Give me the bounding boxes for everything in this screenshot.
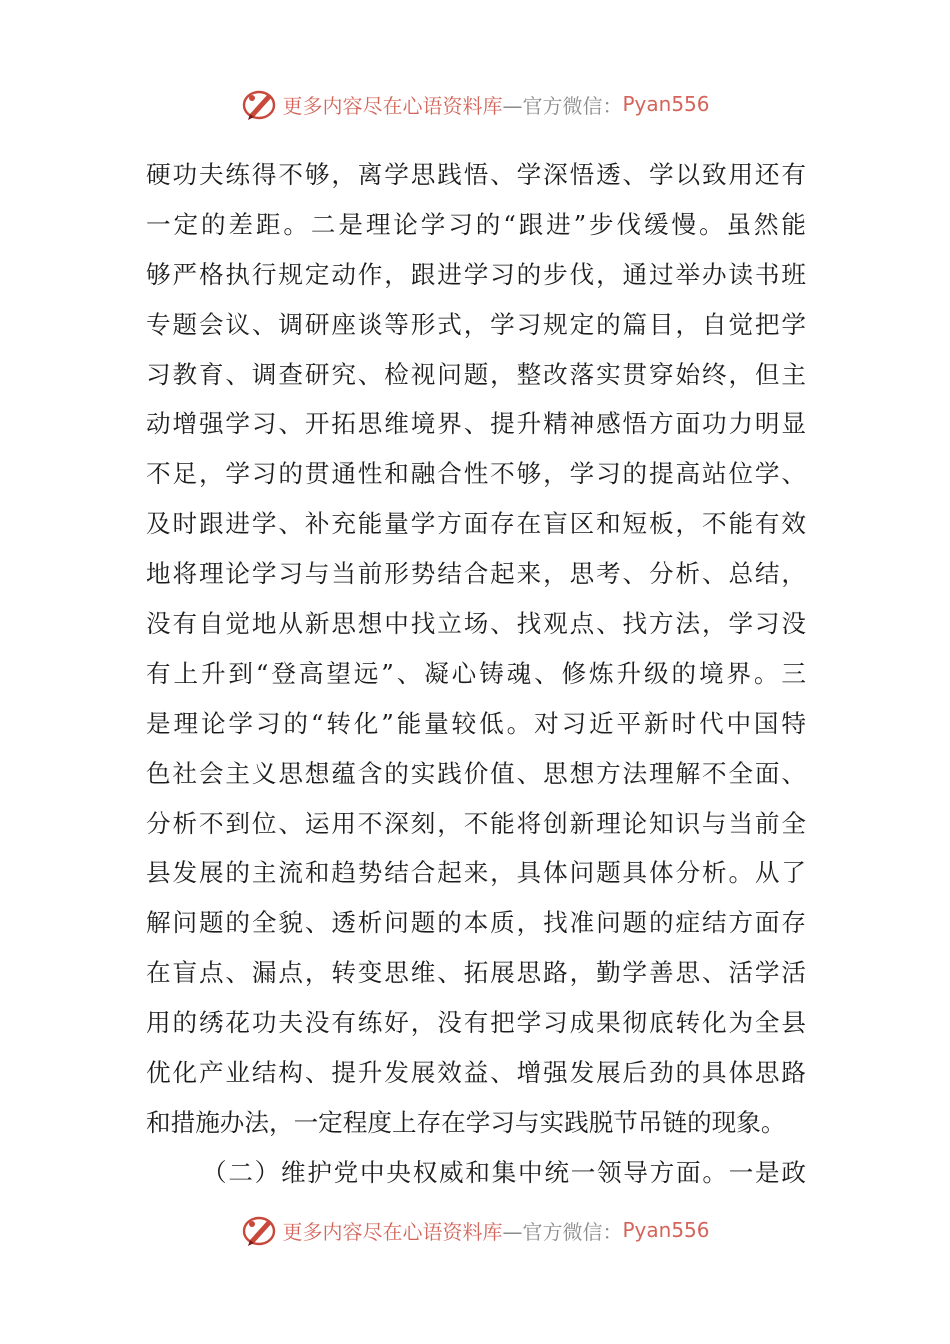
watermark-text: 更多内容尽在心语资料库 bbox=[282, 1219, 503, 1244]
text-line: 是理论学习的“转化”能量较低。对习近平新时代中国特 bbox=[146, 708, 806, 738]
document-body bbox=[146, 150, 806, 1198]
text-line: 没有自觉地从新思想中找立场、找观点、找方法，学习没 bbox=[146, 609, 806, 639]
text-line: 地将理论学习与当前形势结合起来，思考、分析、总结， bbox=[146, 559, 806, 589]
text-line: 硬功夫练得不够，离学思践悟、学深悟透、学以致用还有 bbox=[146, 160, 806, 189]
text-line: 在盲点、漏点，转变思维、拓展思路，勤学善思、活学活 bbox=[146, 958, 806, 988]
text-line: 及时跟进学、补充能量学方面存在盲区和短板，不能有效 bbox=[146, 509, 806, 539]
text-line: 动增强学习、开拓思维境界、提升精神感悟方面功力明显 bbox=[146, 409, 806, 439]
pen-logo-icon bbox=[240, 84, 280, 124]
section-heading-line: （二）维护党中央权威和集中统一领导方面。一是政 bbox=[202, 1157, 806, 1187]
text-line: 分析不到位、运用不深刻，不能将创新理论知识与当前全 bbox=[146, 808, 806, 838]
text-line: 用的绣花功夫没有练好，没有把学习成果彻底转化为全县 bbox=[146, 1008, 806, 1038]
text-line: 专题会议、调研座谈等形式，学习规定的篇目，自觉把学 bbox=[146, 309, 806, 339]
text-line: 县发展的主流和趋势结合起来，具体问题具体分析。从了 bbox=[146, 858, 806, 888]
pen-logo-icon bbox=[240, 1210, 280, 1250]
text-line: 习教育、调查研究、检视问题，整改落实贯穿始终，但主 bbox=[146, 359, 806, 389]
watermark-wechat-id: Pyan556 bbox=[622, 1218, 710, 1242]
watermark-wechat-label: —官方微信： bbox=[502, 93, 623, 118]
text-line: 一定的差距。二是理论学习的“跟进”步伐缓慢。虽然能 bbox=[146, 209, 806, 239]
watermark-wechat-id: Pyan556 bbox=[622, 92, 710, 116]
footer-watermark bbox=[0, 1210, 950, 1250]
header-watermark bbox=[0, 84, 950, 124]
text-line: 不足，学习的贯通性和融合性不够，学习的提高站位学、 bbox=[146, 459, 806, 489]
text-line: 和措施办法，一定程度上存在学习与实践脱节吊链的现象。 bbox=[146, 1107, 786, 1137]
text-line: 有上升到“登高望远”、凝心铸魂、修炼升级的境界。三 bbox=[146, 658, 806, 688]
watermark-wechat-label: —官方微信： bbox=[502, 1219, 623, 1244]
text-line: 解问题的全貌、透析问题的本质，找准问题的症结方面存 bbox=[146, 908, 806, 938]
text-line: 优化产业结构、提升发展效益、增强发展后劲的具体思路 bbox=[146, 1058, 806, 1088]
text-line: 色社会主义思想蕴含的实践价值、思想方法理解不全面、 bbox=[146, 758, 806, 788]
text-line: 够严格执行规定动作，跟进学习的步伐，通过举办读书班 bbox=[146, 259, 806, 289]
watermark-text: 更多内容尽在心语资料库 bbox=[282, 93, 503, 118]
